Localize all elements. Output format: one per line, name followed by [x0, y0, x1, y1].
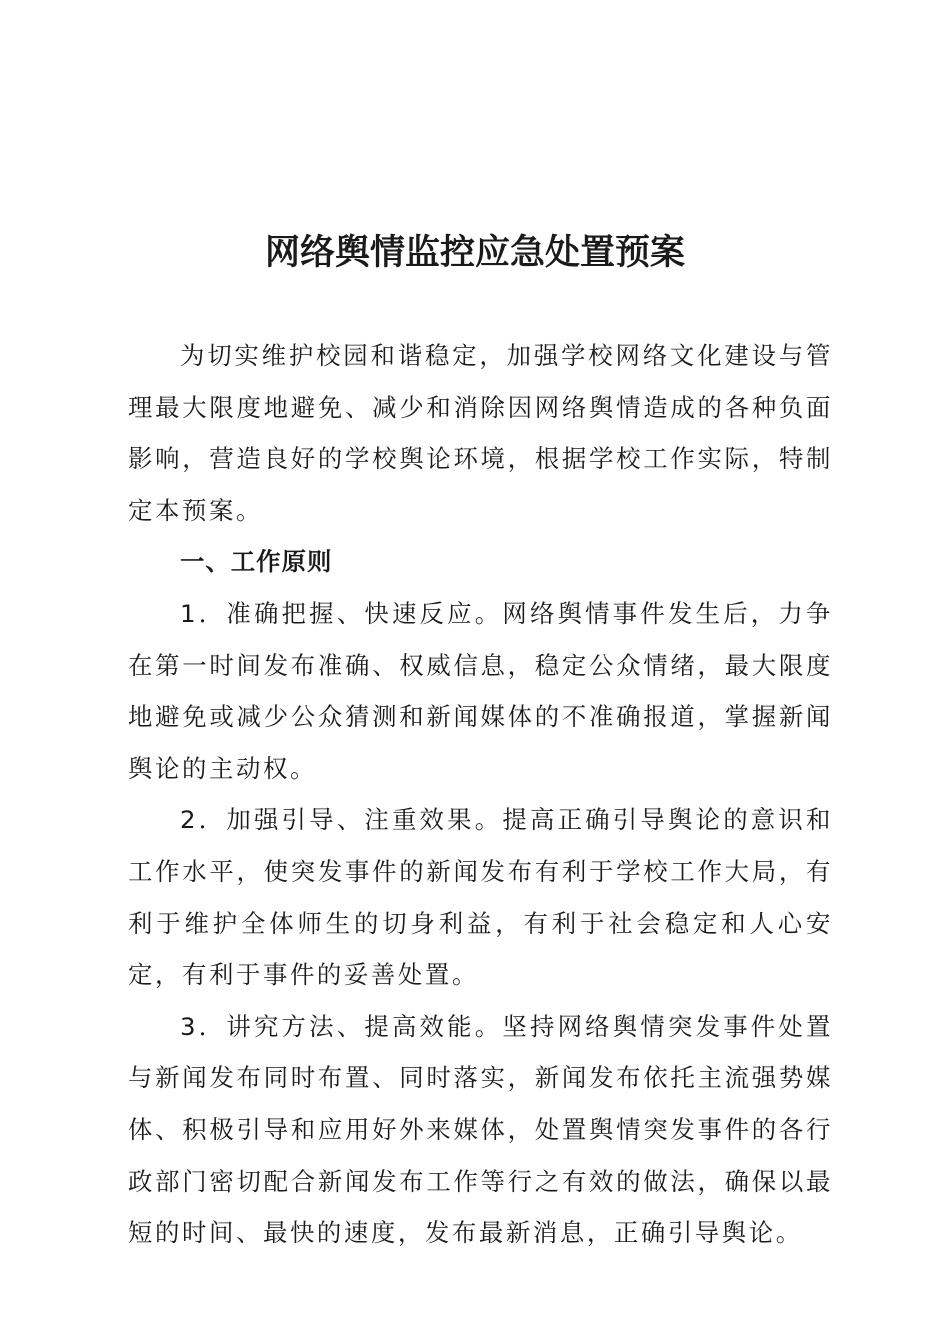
principle-paragraph-3: 3．讲究方法、提高效能。坚持网络舆情突发事件处置与新闻发布同时布置、同时落实，新闻发布依托主流强势媒体、积极引导和应用好外来媒体，处置舆情突发事件的各行政部门密切配合新闻发布工作等行之有效的做法，确保以最短的时间、最快的速度，发布最新消息，正确引导舆论。	[128, 1011, 833, 1248]
document-body	[128, 330, 833, 1259]
document-title: 网络舆情监控应急处置预案	[264, 232, 685, 273]
intro-paragraph: 为切实维护校园和谐稳定，加强学校网络文化建设与管理最大限度地避免、减少和消除因网络舆情造成的各种负面影响，营造良好的学校舆论环境，根据学校工作实际，特制定本预案。	[128, 341, 833, 525]
section-heading-principles: 一、工作原则	[180, 547, 333, 577]
principle-paragraph-1: 1．准确把握、快速反应。网络舆情事件发生后，力争在第一时间发布准确、权威信息，稳定公众情绪，最大限度地避免或减少公众猜测和新闻媒体的不准确报道，掌握新闻舆论的主动权。	[128, 598, 833, 783]
principle-paragraph-2: 2．加强引导、注重效果。提高正确引导舆论的意识和工作水平，使突发事件的新闻发布有利于学校工作大局，有利于维护全体师生的切身利益，有利于社会稳定和人心安定，有利于事件的妥善处置。	[128, 805, 833, 990]
